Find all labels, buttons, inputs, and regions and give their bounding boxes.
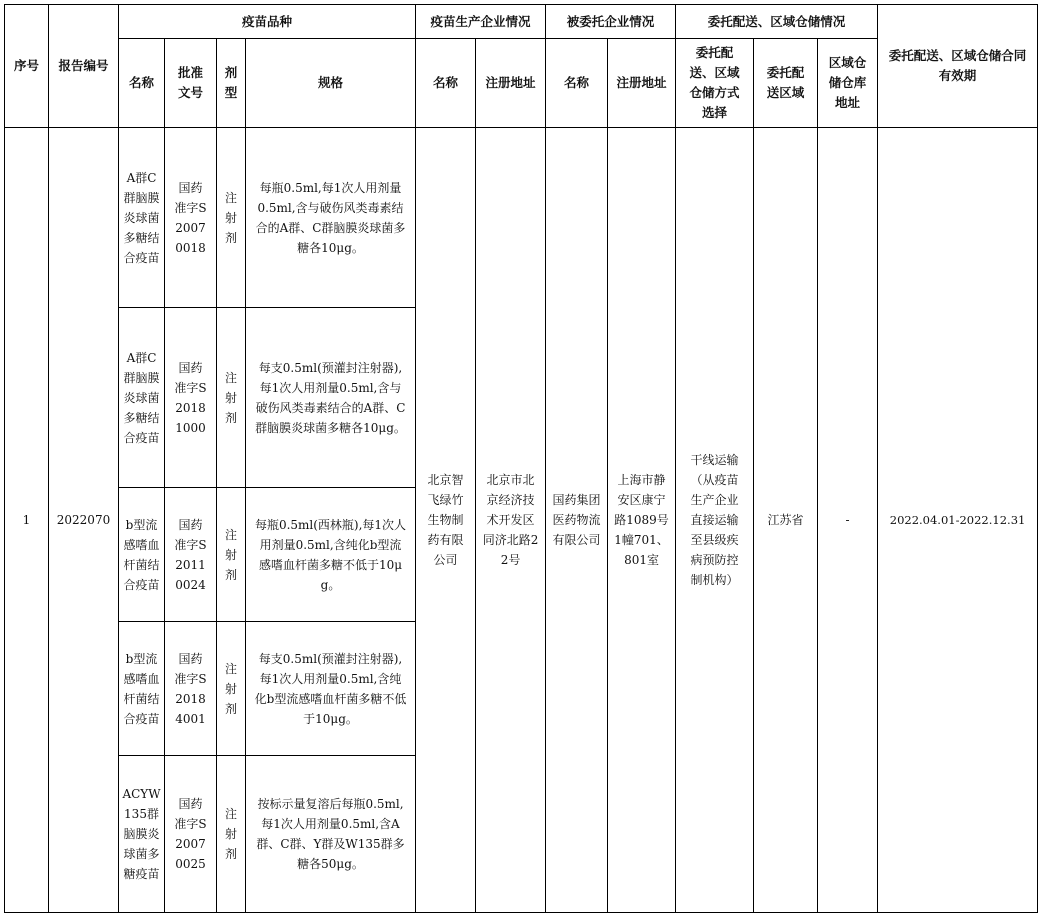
header-delivery-group: 委托配送、区域仓储情况 [676,5,878,39]
vaccine-delivery-table [4,4,1038,913]
vaccine-approval: 国药准字S20181000 [165,308,217,488]
row-validity: 2022.04.01-2022.12.31 [878,128,1038,913]
header-manufacturer-group: 疫苗生产企业情况 [416,5,546,39]
vaccine-form: 注射剂 [217,308,246,488]
row-ent-name: 国药集团医药物流有限公司 [546,128,608,913]
vaccine-form: 注射剂 [217,622,246,756]
header-validity: 委托配送、区域仓储合同有效期 [878,5,1038,128]
vaccine-spec: 按标示量复溶后每瓶0.5ml,每1次人用剂量0.5ml,含A群、C群、Y群及W135群多糖各50μg。 [246,756,416,913]
header-dosage-form: 剂型 [217,39,246,128]
row-seq: 1 [5,128,49,913]
header-report-no: 报告编号 [49,5,119,128]
row-mfr-addr: 北京市北京经济技术开发区同济北路22号 [476,128,546,913]
vaccine-spec: 每瓶0.5ml,每1次人用剂量0.5ml,含与破伤风类毒素结合的A群、C群脑膜炎球菌多糖各10μg。 [246,128,416,308]
row-warehouse: - [818,128,878,913]
vaccine-form: 注射剂 [217,756,246,913]
vaccine-approval: 国药准字S20070025 [165,756,217,913]
vaccine-approval: 国药准字S20110024 [165,488,217,622]
header-warehouse: 区域仓储仓库地址 [818,39,878,128]
vaccine-spec: 每支0.5ml(预灌封注射器),每1次人用剂量0.5ml,含与破伤风类毒素结合的A群、C群脑膜炎球菌多糖各10μg。 [246,308,416,488]
vaccine-name: b型流感嗜血杆菌结合疫苗 [119,488,165,622]
header-method: 委托配送、区域仓储方式选择 [676,39,754,128]
header-vaccine-group: 疫苗品种 [119,5,416,39]
row-method: 干线运输（从疫苗生产企业直接运输至县级疾病预防控制机构） [676,128,754,913]
vaccine-form: 注射剂 [217,488,246,622]
header-ent-addr: 注册地址 [608,39,676,128]
header-entrusted-group: 被委托企业情况 [546,5,676,39]
vaccine-spec: 每支0.5ml(预灌封注射器),每1次人用剂量0.5ml,含纯化b型流感嗜血杆菌多糖不低于10μg。 [246,622,416,756]
vaccine-name: A群C群脑膜炎球菌多糖结合疫苗 [119,308,165,488]
row-area: 江苏省 [754,128,818,913]
header-mfr-name: 名称 [416,39,476,128]
vaccine-approval: 国药准字S20184001 [165,622,217,756]
table-row [5,128,1038,308]
vaccine-name: b型流感嗜血杆菌结合疫苗 [119,622,165,756]
vaccine-name: ACYW135群脑膜炎球菌多糖疫苗 [119,756,165,913]
header-ent-name: 名称 [546,39,608,128]
header-spec: 规格 [246,39,416,128]
vaccine-spec: 每瓶0.5ml(西林瓶),每1次人用剂量0.5ml,含纯化b型流感嗜血杆菌多糖不低于10μg。 [246,488,416,622]
header-seq: 序号 [5,5,49,128]
header-area: 委托配送区域 [754,39,818,128]
row-report-no: 2022070 [49,128,119,913]
vaccine-form: 注射剂 [217,128,246,308]
header-vaccine-name: 名称 [119,39,165,128]
vaccine-name: A群C群脑膜炎球菌多糖结合疫苗 [119,128,165,308]
header-approval-no: 批准文号 [165,39,217,128]
vaccine-approval: 国药准字S20070018 [165,128,217,308]
row-ent-addr: 上海市静安区康宁路1089号1幢701、801室 [608,128,676,913]
header-mfr-addr: 注册地址 [476,39,546,128]
row-mfr-name: 北京智飞绿竹生物制药有限公司 [416,128,476,913]
